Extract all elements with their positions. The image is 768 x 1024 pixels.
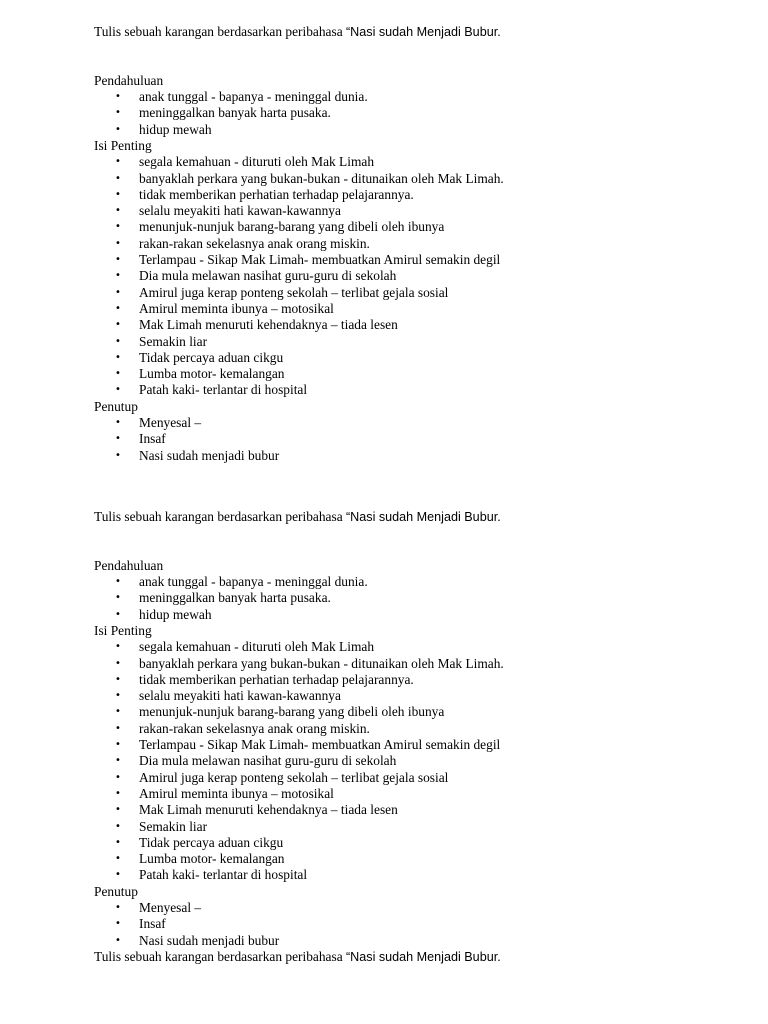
bullet-icon: • [115, 319, 121, 331]
bullet-icon: • [115, 673, 121, 685]
list-item-text: Insaf [139, 916, 166, 932]
bullet-icon: • [115, 576, 121, 588]
list-item [94, 574, 734, 590]
bullet-icon: • [115, 205, 121, 217]
list-item [94, 334, 734, 350]
bullet-icon: • [115, 286, 121, 298]
bullet-icon: • [115, 641, 121, 653]
bullet-icon: • [115, 608, 121, 620]
bullet-icon: • [115, 302, 121, 314]
essay-title-repeat [94, 949, 734, 965]
section-heading-closing: Penutup [94, 398, 138, 414]
list-item-text: Patah kaki- terlantar di hospital [139, 382, 308, 398]
list-item [94, 448, 734, 464]
list-item-text: banyaklah perkara yang bukan-bukan - ditunaikan oleh Mak Limah. [139, 655, 504, 671]
list-item [94, 187, 734, 203]
list-item-text: menunjuk-nunjuk barang-barang yang dibeli oleh ibunya [139, 704, 445, 720]
list-item [94, 122, 734, 138]
list-item-text: Amirul meminta ibunya – motosikal [139, 785, 334, 801]
list-item [94, 105, 734, 121]
section-heading-body: Isi Penting [94, 137, 152, 153]
bullet-icon: • [115, 433, 121, 445]
list-item [94, 366, 734, 382]
list-item-text: Terlampau - Sikap Mak Limah- membuatkan Amirul semakin degil [139, 252, 501, 268]
list-item-text: tidak memberikan perhatian terhadap pelajarannya. [139, 186, 414, 202]
list-item [94, 900, 734, 916]
title-proverb: “Nasi sudah Menjadi Bubur. [345, 949, 501, 964]
closing-points [94, 415, 734, 464]
body-points [94, 639, 734, 883]
list-item-text: tidak memberikan perhatian terhadap pelajarannya. [139, 671, 414, 687]
list-item [94, 672, 734, 688]
list-item [94, 835, 734, 851]
list-item [94, 415, 734, 431]
list-item [94, 350, 734, 366]
list-item-text: Amirul juga kerap ponteng sekolah – terlibat gejala sosial [139, 769, 449, 785]
bullet-icon: • [115, 335, 121, 347]
list-item-text: Menyesal – [139, 900, 202, 916]
section-heading-intro: Pendahuluan [94, 557, 164, 573]
list-item-text: Mak Limah menuruti kehendaknya – tiada lesen [139, 802, 398, 818]
list-item [94, 590, 734, 606]
list-item-text: Patah kaki- terlantar di hospital [139, 867, 308, 883]
list-item-text: banyaklah perkara yang bukan-bukan - ditunaikan oleh Mak Limah. [139, 170, 504, 186]
list-item [94, 154, 734, 170]
list-item-text: Dia mula melawan nasihat guru-guru di sekolah [139, 268, 397, 284]
list-item [94, 219, 734, 235]
list-item-text: Tidak percaya aduan cikgu [139, 349, 284, 365]
list-item [94, 721, 734, 737]
essay-outline-1 [94, 24, 734, 464]
bullet-icon: • [115, 820, 121, 832]
bullet-icon: • [115, 657, 121, 669]
list-item [94, 819, 734, 835]
bullet-icon: • [115, 853, 121, 865]
bullet-icon: • [115, 368, 121, 380]
bullet-icon: • [115, 771, 121, 783]
list-item-text: hidup mewah [139, 606, 212, 622]
list-item-text: menunjuk-nunjuk barang-barang yang dibeli oleh ibunya [139, 219, 445, 235]
list-item [94, 851, 734, 867]
bullet-icon: • [115, 836, 121, 848]
bullet-icon: • [115, 270, 121, 282]
list-item-text: Dia mula melawan nasihat guru-guru di sekolah [139, 753, 397, 769]
bullet-icon: • [115, 123, 121, 135]
bullet-icon: • [115, 351, 121, 363]
list-item [94, 89, 734, 105]
list-item-text: meninggalkan banyak harta pusaka. [139, 590, 331, 606]
list-item [94, 753, 734, 769]
list-item [94, 268, 734, 284]
bullet-icon: • [115, 739, 121, 751]
essay-outline-2 [94, 509, 734, 965]
list-item-text: Semakin liar [139, 333, 208, 349]
bullet-icon: • [115, 592, 121, 604]
list-item-text: hidup mewah [139, 121, 212, 137]
list-item-text: rakan-rakan sekelasnya anak orang miskin. [139, 720, 370, 736]
bullet-icon: • [115, 156, 121, 168]
list-item-text: Nasi sudah menjadi bubur [139, 932, 280, 948]
list-item [94, 639, 734, 655]
list-item [94, 916, 734, 932]
list-item [94, 171, 734, 187]
intro-points [94, 89, 734, 138]
title-proverb: “Nasi sudah Menjadi Bubur. [345, 510, 501, 524]
essay-title [94, 24, 734, 40]
bullet-icon: • [115, 869, 121, 881]
list-item [94, 382, 734, 398]
list-item-text: segala kemahuan - dituruti oleh Mak Limah [139, 639, 375, 655]
list-item-text: Semakin liar [139, 818, 208, 834]
list-item-text: meninggalkan banyak harta pusaka. [139, 105, 331, 121]
list-item-text: Nasi sudah menjadi bubur [139, 447, 280, 463]
list-item-text: Lumba motor- kemalangan [139, 851, 285, 867]
list-item-text: selalu meyakiti hati kawan-kawannya [139, 688, 341, 704]
list-item [94, 203, 734, 219]
essay-title [94, 509, 734, 525]
bullet-icon: • [115, 918, 121, 930]
list-item-text: Amirul meminta ibunya – motosikal [139, 300, 334, 316]
bullet-icon: • [115, 237, 121, 249]
list-item [94, 786, 734, 802]
bullet-icon: • [115, 384, 121, 396]
bullet-icon: • [115, 755, 121, 767]
list-item [94, 431, 734, 447]
list-item [94, 317, 734, 333]
list-item [94, 301, 734, 317]
bullet-icon: • [115, 254, 121, 266]
bullet-icon: • [115, 690, 121, 702]
intro-points [94, 574, 734, 623]
list-item [94, 867, 734, 883]
list-item-text: Menyesal – [139, 415, 202, 431]
list-item-text: Lumba motor- kemalangan [139, 366, 285, 382]
title-prefix: Tulis sebuah karangan berdasarkan peribahasa [94, 509, 346, 524]
bullet-icon: • [115, 706, 121, 718]
body-points [94, 154, 734, 398]
list-item [94, 688, 734, 704]
bullet-icon: • [115, 221, 121, 233]
list-item-text: Insaf [139, 431, 166, 447]
list-item-text: Amirul juga kerap ponteng sekolah – terlibat gejala sosial [139, 284, 449, 300]
list-item [94, 737, 734, 753]
bullet-icon: • [115, 107, 121, 119]
list-item-text: Tidak percaya aduan cikgu [139, 834, 284, 850]
list-item-text: anak tunggal - bapanya - meninggal dunia. [139, 574, 368, 590]
list-item-text: rakan-rakan sekelasnya anak orang miskin. [139, 235, 370, 251]
list-item-text: Terlampau - Sikap Mak Limah- membuatkan Amirul semakin degil [139, 737, 501, 753]
bullet-icon: • [115, 902, 121, 914]
title-prefix: Tulis sebuah karangan berdasarkan peribahasa [94, 948, 346, 964]
section-heading-closing: Penutup [94, 883, 138, 899]
section-heading-intro: Pendahuluan [94, 72, 164, 88]
list-item-text: Mak Limah menuruti kehendaknya – tiada lesen [139, 317, 398, 333]
list-item [94, 770, 734, 786]
bullet-icon: • [115, 449, 121, 461]
section-heading-body: Isi Penting [94, 622, 152, 638]
bullet-icon: • [115, 172, 121, 184]
closing-points [94, 900, 734, 949]
bullet-icon: • [115, 804, 121, 816]
list-item [94, 285, 734, 301]
list-item-text: anak tunggal - bapanya - meninggal dunia. [139, 89, 368, 105]
title-proverb: “Nasi sudah Menjadi Bubur. [345, 25, 501, 39]
bullet-icon: • [115, 722, 121, 734]
list-item [94, 933, 734, 949]
list-item [94, 802, 734, 818]
list-item [94, 252, 734, 268]
bullet-icon: • [115, 417, 121, 429]
title-prefix: Tulis sebuah karangan berdasarkan peribahasa [94, 24, 346, 39]
list-item-text: selalu meyakiti hati kawan-kawannya [139, 203, 341, 219]
list-item [94, 607, 734, 623]
bullet-icon: • [115, 787, 121, 799]
bullet-icon: • [115, 934, 121, 946]
bullet-icon: • [115, 91, 121, 103]
list-item [94, 236, 734, 252]
list-item [94, 656, 734, 672]
list-item [94, 704, 734, 720]
bullet-icon: • [115, 188, 121, 200]
list-item-text: segala kemahuan - dituruti oleh Mak Limah [139, 154, 375, 170]
